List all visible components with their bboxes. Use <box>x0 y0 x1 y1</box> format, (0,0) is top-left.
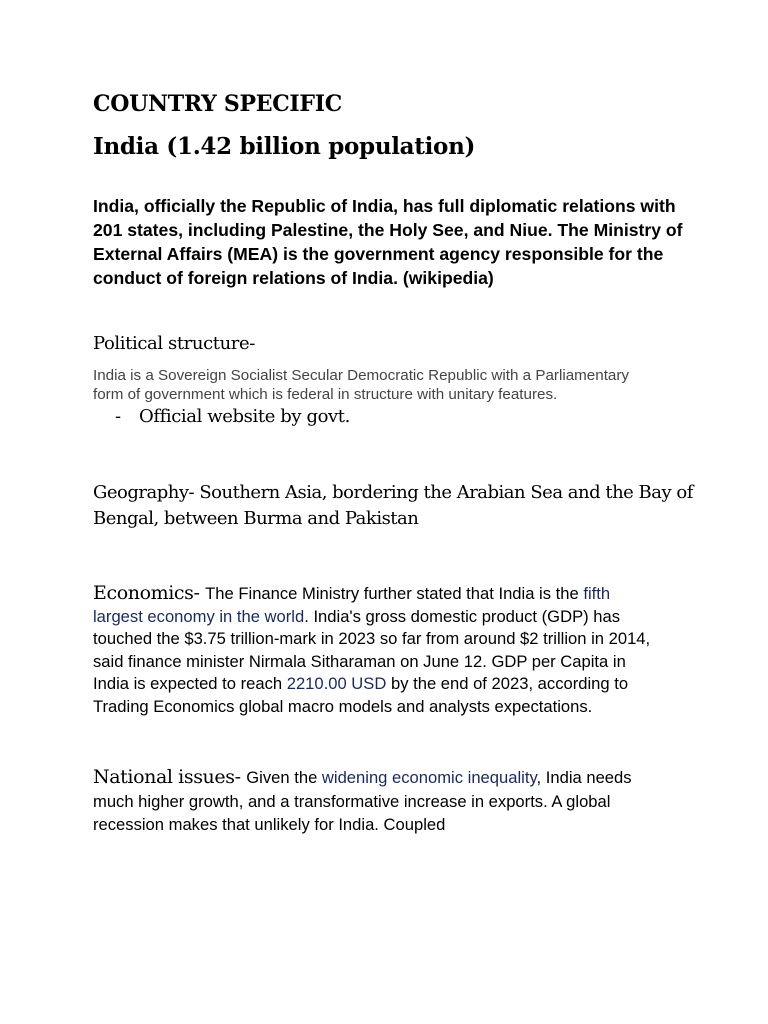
national-issues-text-1: Given the <box>246 768 322 787</box>
bullet-dash: - <box>115 406 121 427</box>
economic-inequality-link[interactable]: widening economic inequality <box>321 768 537 787</box>
economics-paragraph <box>93 582 653 718</box>
economics-text-2: . India's gross domestic product (GDP) has touched the $3.75 trillion-mark in 2023 so far from around $2 trillion in 2014, said finance minister Nirmala Sitharaman on June 12. GDP per Capita in India is expected to reach <box>93 606 651 693</box>
document-title: COUNTRY SPECIFIC <box>93 91 342 117</box>
geography-text: Southern Asia, bordering the Arabian Sea and the Bay of Bengal, between Burma and Pakistan <box>93 482 693 529</box>
national-issues-text-2: , India needs much higher growth, and a transformative increase in exports. A global recession makes that unlikely for India. Coupled <box>93 768 632 834</box>
gdp-per-capita-link[interactable]: 2210.00 USD <box>286 674 387 693</box>
country-heading: India (1.42 billion population) <box>93 133 476 160</box>
economics-text-1: The Finance Ministry further stated that India is the <box>205 584 584 603</box>
intro-paragraph: India, officially the Republic of India, has full diplomatic relations with 201 states, including Palestine, the Holy See, and Niue. The Ministry of External Affairs (MEA) is the government agency responsible for the conduct of foreign relations of India. (wikipedia) <box>93 196 683 288</box>
geography-label: Geography- <box>93 482 200 503</box>
national-issues-paragraph <box>93 766 653 837</box>
bullet-item-official-website <box>115 404 693 430</box>
geography-paragraph <box>93 480 693 532</box>
document-page <box>93 88 693 837</box>
national-issues-label: National issues- <box>93 766 247 788</box>
political-structure-text: India is a Sovereign Socialist Secular Democratic Republic with a Parliamentary form of government which is federal in structure with unitary features. <box>93 367 630 403</box>
bullet-text: Official website by govt. <box>139 406 350 427</box>
political-structure-title: Political structure- <box>93 333 255 354</box>
economy-ranking-link[interactable]: fifth largest economy in the world <box>93 584 611 626</box>
economics-label: Economics- <box>93 582 206 604</box>
economics-text-3: by the end of 2023, according to Trading Economics global macro models and analysts expectations. <box>93 674 629 716</box>
